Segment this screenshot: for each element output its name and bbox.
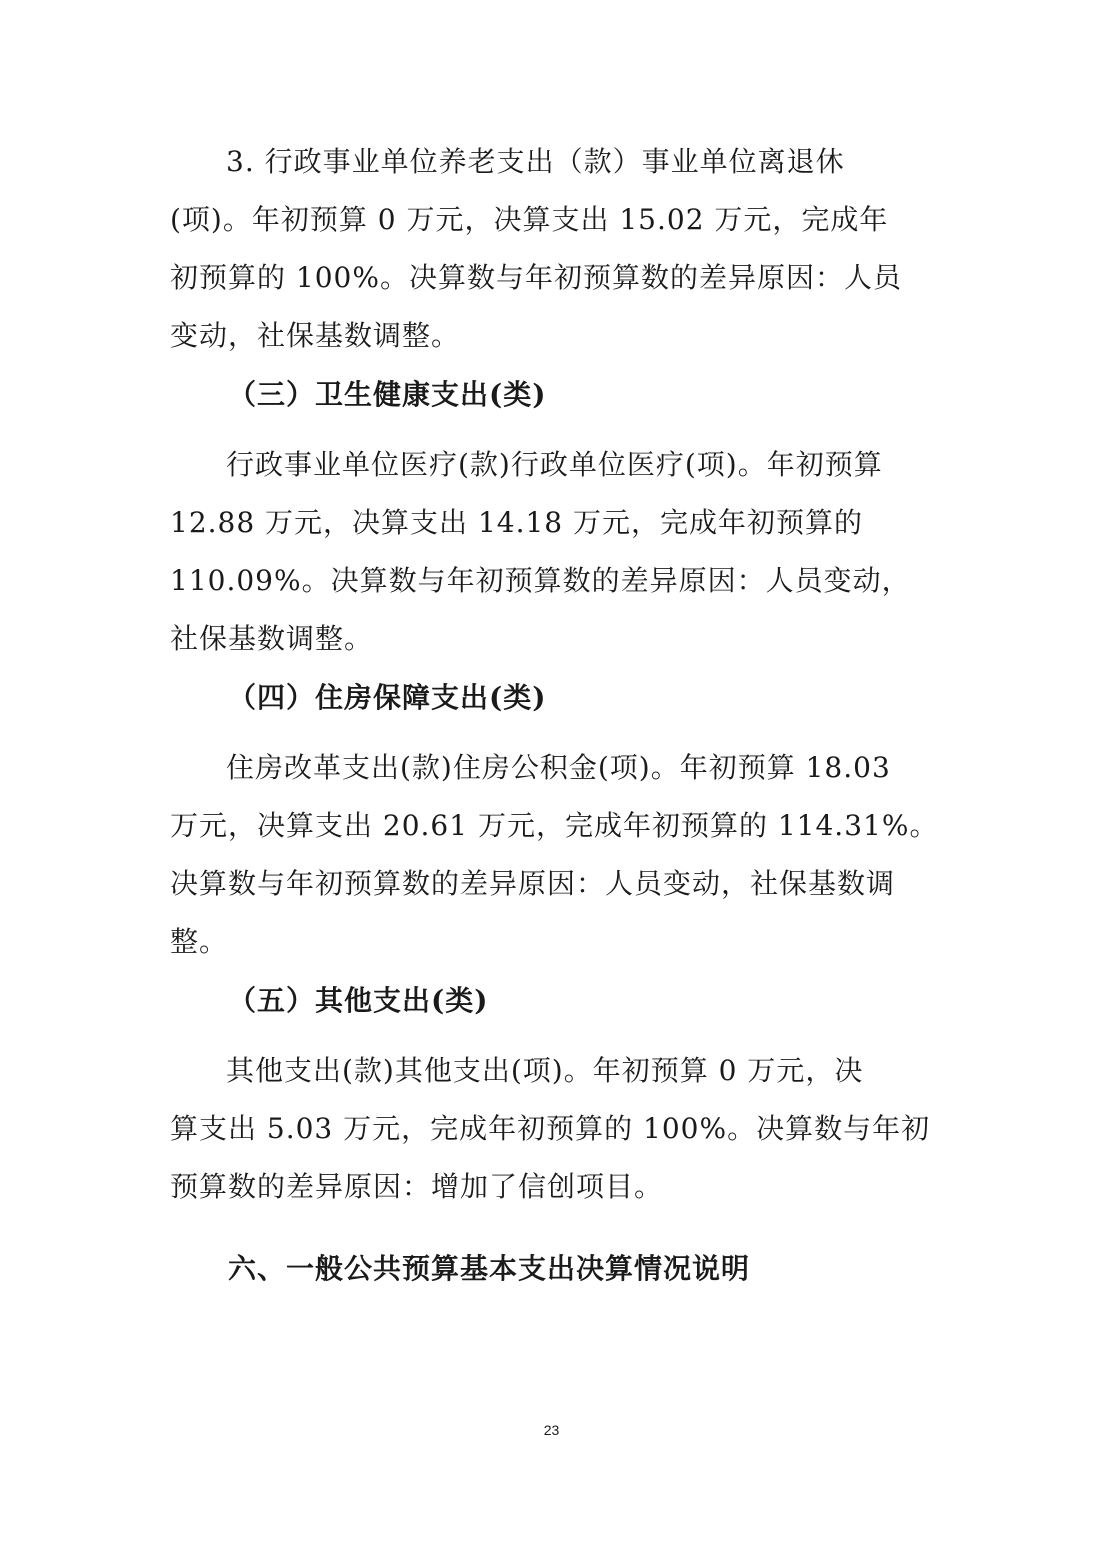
- heading-other-expenditure: （五）其他支出(类): [228, 984, 489, 1017]
- paragraph-health-expenditure: [170, 436, 940, 668]
- text-line: 整。: [170, 925, 229, 958]
- text-line: (项)。年初预算 0 万元，决算支出 15.02 万元，完成年: [170, 203, 889, 236]
- text-line: 算支出 5.03 万元，完成年初预算的 100%。决算数与年初: [170, 1112, 931, 1145]
- text-line: 预算数的差异原因：增加了信创项目。: [170, 1170, 664, 1203]
- text-line: 初预算的 100%。决算数与年初预算数的差异原因：人员: [170, 261, 902, 294]
- text-line: 12.88 万元，决算支出 14.18 万元，完成年初预算的: [170, 506, 864, 539]
- text-line: 3. 行政事业单位养老支出（款）事业单位离退休: [226, 145, 845, 178]
- paragraph-housing-expenditure: [170, 739, 940, 971]
- text-line: 其他支出(款)其他支出(项)。年初预算 0 万元，决: [226, 1054, 864, 1087]
- text-line: 110.09%。决算数与年初预算数的差异原因：人员变动，: [170, 564, 911, 597]
- paragraph-other-expenditure: [170, 1042, 940, 1216]
- heading-health-expenditure: （三）卫生健康支出(类): [228, 378, 547, 411]
- text-line: 变动，社保基数调整。: [170, 319, 461, 352]
- paragraph-pension-expenditure: [170, 133, 940, 365]
- text-line: 社保基数调整。: [170, 622, 374, 655]
- text-line: 决算数与年初预算数的差异原因：人员变动，社保基数调: [170, 867, 896, 900]
- heading-housing-expenditure: （四）住房保障支出(类): [228, 681, 547, 714]
- page-number: 23: [543, 1422, 560, 1438]
- text-line: 住房改革支出(款)住房公积金(项)。年初预算 18.03: [226, 751, 891, 784]
- text-line: 行政事业单位医疗(款)行政单位医疗(项)。年初预算: [226, 448, 883, 481]
- text-line: 万元，决算支出 20.61 万元，完成年初预算的 114.31%。: [170, 809, 939, 842]
- heading-basic-expenditure-section: 六、一般公共预算基本支出决算情况说明: [228, 1252, 751, 1285]
